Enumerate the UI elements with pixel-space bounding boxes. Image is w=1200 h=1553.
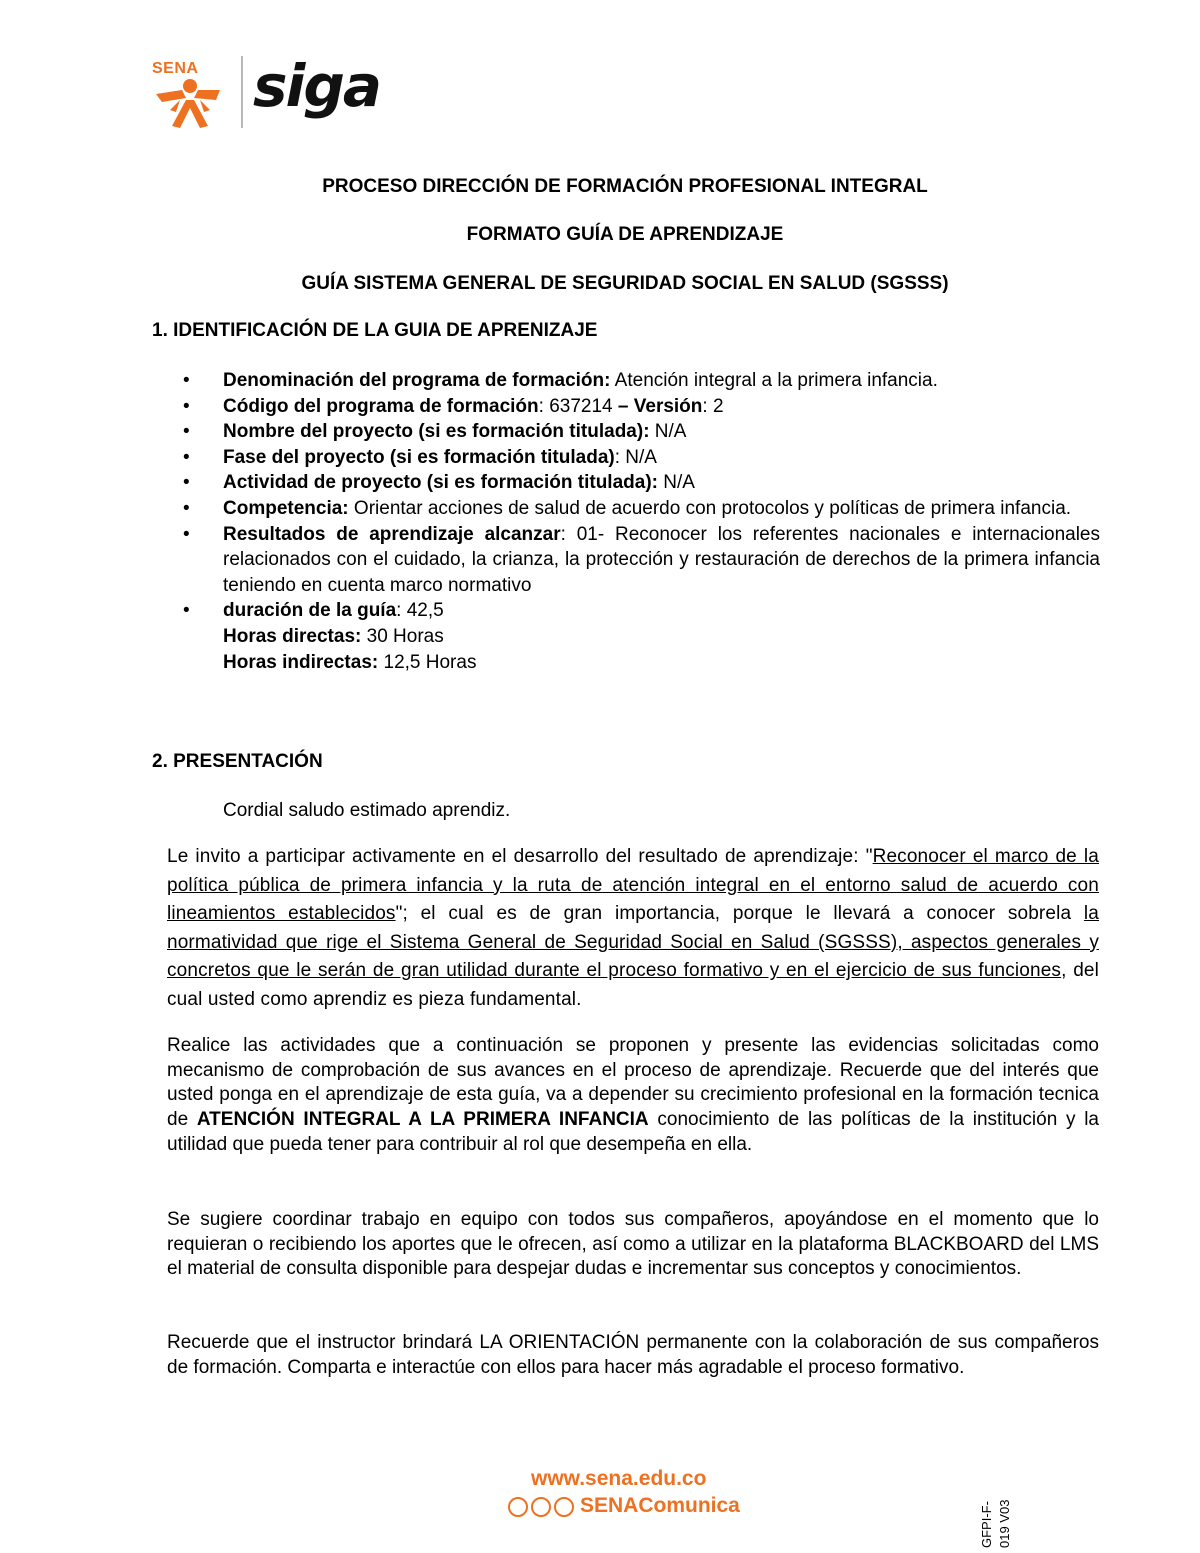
presentation-paragraph-3: Se sugiere coordinar trabajo en equipo con todos sus compañeros, apoyándose en el momento que lo requieran o recibiendo los aportes que le ofrecen, así como a utilizar en la plataforma BLACKBOARD del LMS el material de consulta disponible para despejar dudas e incrementar sus conceptos y conocimientos. [167,1209,1099,1280]
list-item: • Denominación del programa de formación: Atención integral a la primera infancia. [152,368,1100,394]
presentation-paragraph-1: Le invito a participar activamente en el desarrollo del resultado de aprendizaje: "Reconocer el marco de la política pública de primera infancia y la ruta de atención integral en el entorno salud de acuerdo con lineamientos establecidos"; el cual es de gran importancia, porque le llevará a conocer sobrela la normatividad que rige el Sistema General de Seguridad Social en Salud (SGSSS), aspectos generales y concretos que le serán de gran utilidad durante el proceso formativo y en el ejercicio de sus funciones, del cual usted como aprendiz es pieza fundamental. [167,846,1099,1010]
list-item: • Nombre del proyecto (si es formación titulada): N/A [152,419,1100,445]
section1-heading: 1. IDENTIFICACIÓN DE LA GUIA DE APRENIZAJE [152,320,598,341]
section2-heading: 2. PRESENTACIÓN [152,751,323,772]
presentation-paragraph-2: Realice las actividades que a continuación se proponen y presente las evidencias solicitadas como mecanismo de comprobación de sus avances en el proceso de aprendizaje. Recuerde que del interés que usted ponga en el aprendizaje de esta guía, va a depender su crecimiento profesional en la formación tecnica de ATENCIÓN INTEGRAL A LA PRIMERA INFANCIA conocimiento de las políticas de la institución y la utilidad que pueda tener para contribuir al rol que desempeña en ella. [167,1035,1100,1155]
list-item: • Competencia: Orientar acciones de salud de acuerdo con protocolos y políticas de primera infancia. [152,496,1100,522]
guide-title: GUÍA SISTEMA GENERAL DE SEGURIDAD SOCIAL EN SALUD (SGSSS) [301,273,949,294]
list-item: • Fase del proyecto (si es formación titulada): N/A [152,445,1100,471]
list-item: • duración de la guía: 42,5 Horas directas: 30 Horas Horas indirectas: 12,5 Horas [152,598,1100,675]
sena-logo-text: SENA [152,60,199,77]
presentation-paragraph-4: Recuerde que el instructor brindará LA ORIENTACIÓN permanente con la colaboración de sus compañeros de formación. Comparta e interactúe con ellos para hacer más agradable el proceso formativo. [167,1332,1099,1378]
process-title: PROCESO DIRECCIÓN DE FORMACIÓN PROFESIONAL INTEGRAL [322,176,928,197]
siga-logo: siga [253,52,381,120]
footer-website-link[interactable]: www.sena.edu.co [531,1467,707,1490]
greeting: Cordial saludo estimado aprendiz. [223,800,511,821]
list-item: • Resultados de aprendizaje alcanzar: 01- Reconocer los referentes nacionales e internacionales relacionados con el cuidado, la crianza, la protección y restauración de derechos de la primera infancia teniendo en cuenta marco normativo [152,522,1100,599]
format-title: FORMATO GUÍA DE APRENDIZAJE [466,224,784,245]
social-icon [531,1497,551,1517]
logo [150,50,380,135]
list-item: • Código del programa de formación: 637214 – Versión: 2 [152,394,1100,420]
social-icon [508,1497,528,1517]
list-item: • Actividad de proyecto (si es formación titulada): N/A [152,470,1100,496]
footer-social-handle[interactable]: SENAComunica [580,1494,740,1517]
logo-divider [241,56,243,128]
identification-list [152,368,1100,675]
social-icon [554,1497,574,1517]
document-code: GFPI-F- 019 V03 [979,1499,1012,1548]
